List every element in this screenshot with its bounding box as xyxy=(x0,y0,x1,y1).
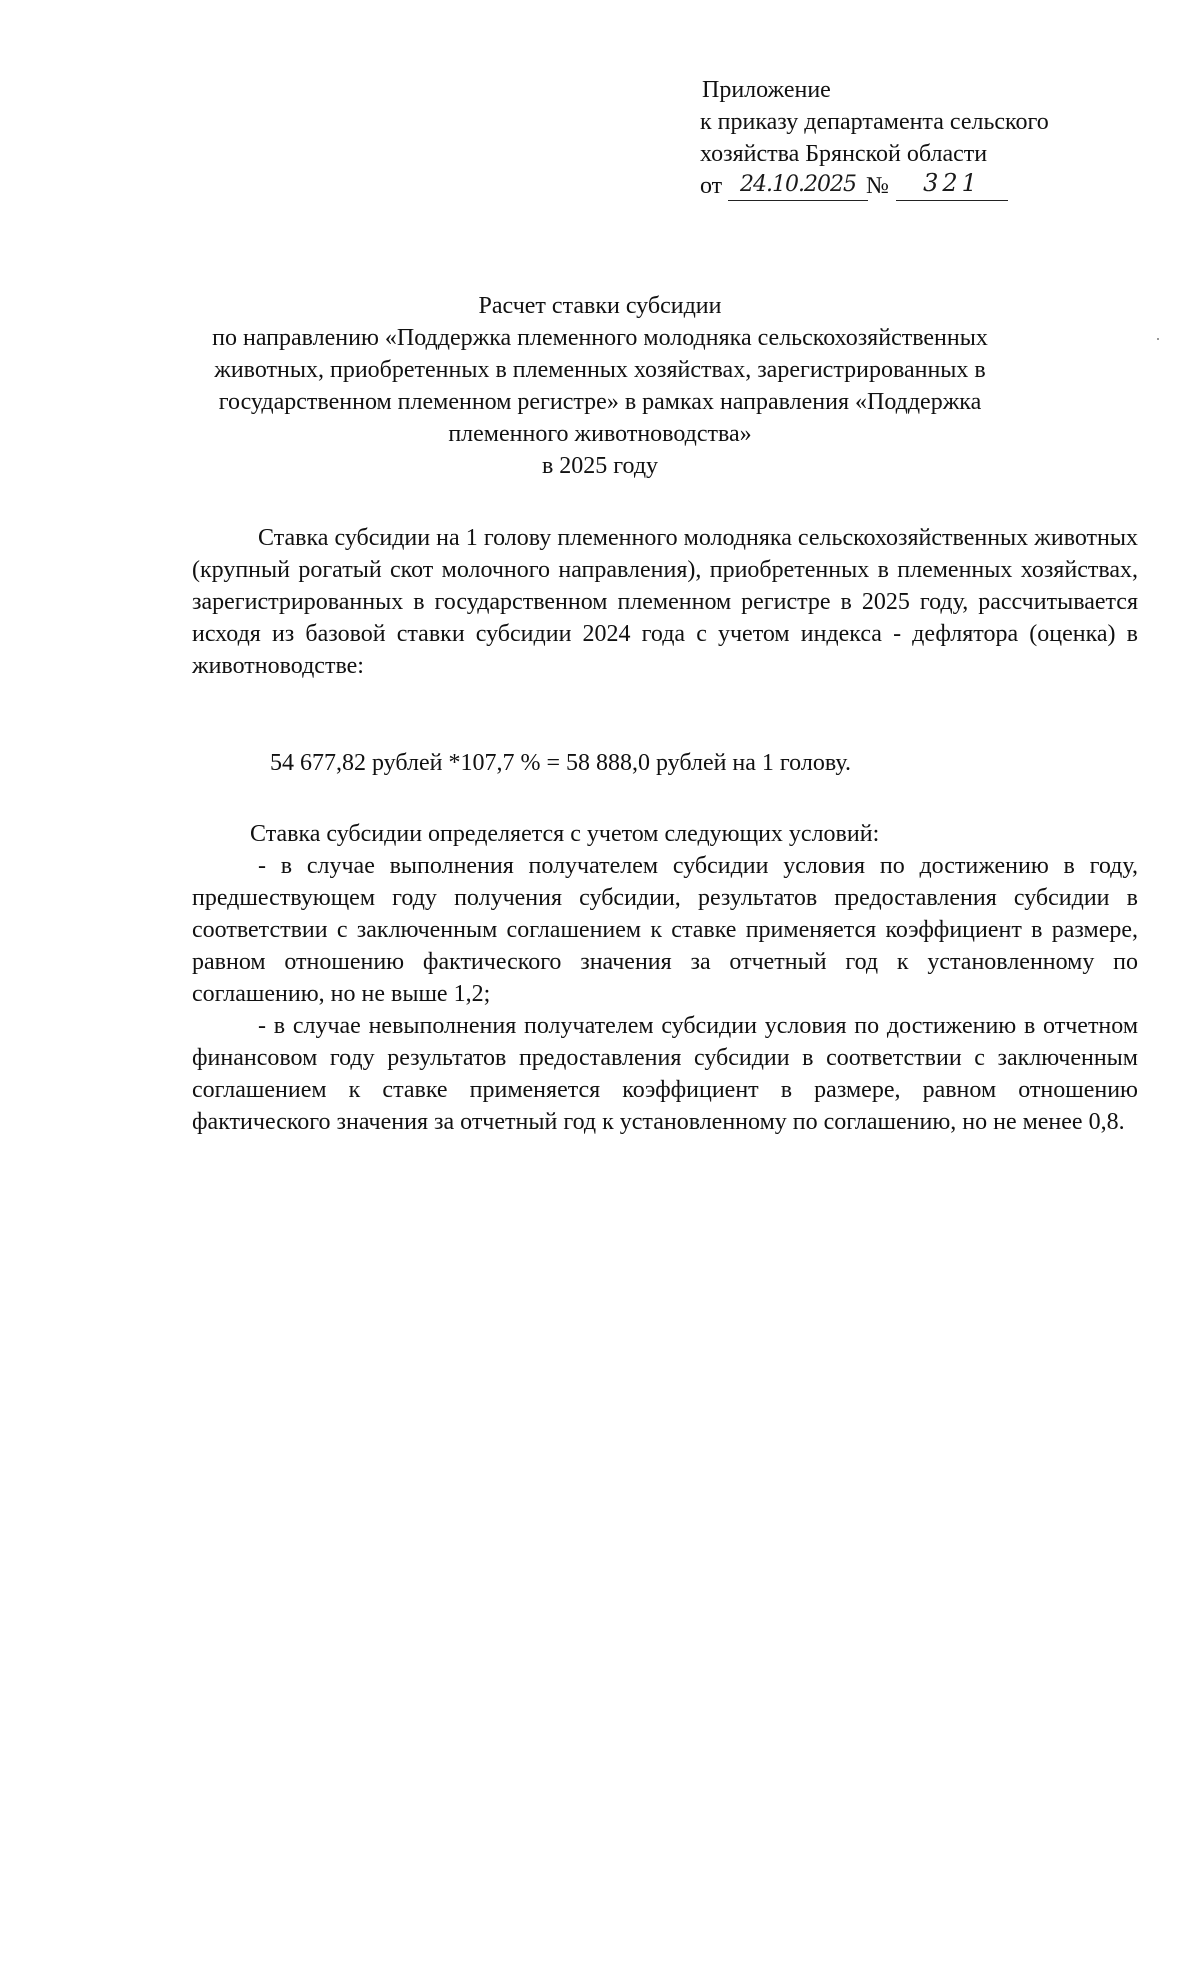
rate-formula: 54 677,82 рублей *107,7 % = 58 888,0 рублей на 1 голову. xyxy=(270,750,851,776)
document-title xyxy=(150,290,1050,482)
number-label: № xyxy=(866,173,889,199)
handwritten-number: 321 xyxy=(896,166,1008,201)
appendix-department: хозяйства Брянской области xyxy=(700,141,988,167)
title-line-5: племенного животноводства» xyxy=(448,421,752,447)
conditions-intro: Ставка субсидии определяется с учетом следующих условий: xyxy=(250,821,880,847)
appendix-order-ref: к приказу департамента сельского xyxy=(700,109,1049,135)
appendix-header xyxy=(700,74,1120,204)
title-line-6: в 2025 году xyxy=(541,453,659,479)
title-line-1: Расчет ставки субсидии xyxy=(478,293,722,319)
title-line-3: животных, приобретенных в племенных хозяйствах, зарегистрированных в xyxy=(214,357,986,383)
condition-not-fulfilled: - в случае невыполнения получателем субсидии условия по достижению в отчетном финансовом году результатов предоставления субсидии в соответствии с заключенным соглашением к ставке применяется коэффициент в размере, равном отношению фактического значения за отчетный год к установленному по соглашению, но не менее 0,8. xyxy=(192,1013,1138,1135)
handwritten-date: 24.10.2025 xyxy=(728,170,868,201)
title-line-2: по направлению «Поддержка племенного молодняка сельскохозяйственных xyxy=(212,325,988,351)
order-date-number-line xyxy=(700,170,1120,204)
appendix-label: Приложение xyxy=(702,77,831,103)
rate-calculation-paragraph: Ставка субсидии на 1 голову племенного молодняка сельскохозяйственных животных (крупный рогатый скот молочного направления), приобретенных в племенных хозяйствах, зарегистрированных в государственном племенном регистре в 2025 году, рассчитывается исходя из базовой ставки субсидии 2024 года с учетом индекса - дефлятора (оценка) в животноводстве: xyxy=(192,525,1138,679)
condition-fulfilled: - в случае выполнения получателем субсидии условия по достижению в году, предшествующем году получения субсидии, результатов предоставления субсидии в соответствии с заключенным соглашением к ставке применяется коэффициент в размере, равном отношению фактического значения за отчетный год к установленному по соглашению, но не выше 1,2; xyxy=(192,853,1138,1007)
scan-speck xyxy=(1157,338,1159,340)
title-line-4: государственном племенном регистре» в рамках направления «Поддержка xyxy=(218,389,982,415)
date-prefix: от xyxy=(700,173,723,199)
